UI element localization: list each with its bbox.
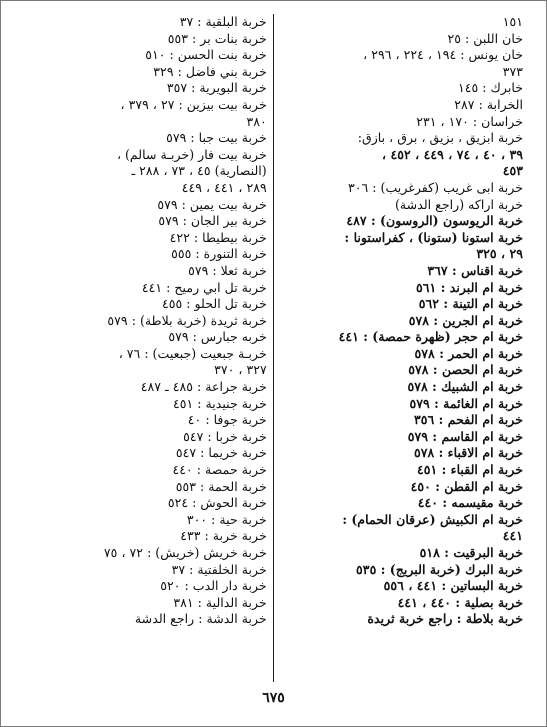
right-index-column xyxy=(274,14,531,682)
index-entry: خراسان : ١٧٠ ، ٢٣١ xyxy=(416,113,523,129)
index-entry: خربة تل ابي رميح : ٤٤١ xyxy=(141,279,267,295)
index-entry: خربة بيطيطا : ٤٢٢ xyxy=(169,229,267,245)
index-entry: خربة بيت بيزين : ٢٧ ، ٣٧٩ ، xyxy=(120,96,267,112)
index-entry: خربة الدالية : ٣٨١ xyxy=(173,594,267,610)
index-entry: خربـة جبعيت (جبعيت) : ٧٦ ، xyxy=(118,345,267,361)
index-entry: خربة ام البرند : ٥٦١ xyxy=(416,279,523,295)
index-entry: خربة الريوسون (الروسون) : ٤٨٧ xyxy=(346,213,523,229)
index-entry: خربة ام القاسم : ٥٧٩ xyxy=(407,428,523,444)
index-entry: خربة البساتين : ٤٤١ ، ٥٥٦ xyxy=(383,578,523,594)
index-entry: ٢٩ ، ٣٢٥ xyxy=(476,246,523,262)
index-entry: خربة بيت فار (خربـة سالم) ، xyxy=(116,146,267,162)
index-entry: خربة خريش (خريش) : ٧٢ ، ٧٥ xyxy=(103,545,267,560)
index-entry: ٣٧٣ xyxy=(502,63,523,79)
index-entry: خربة ابزيق ، بزيق ، برق ، بازق: xyxy=(357,130,523,146)
index-entry: خربة تل الحلو : ٤٥٥ xyxy=(162,296,267,312)
index-entry: خربة اقناس : ٣٦٧ xyxy=(427,262,523,278)
index-entry: خربة خربة : ٤٣٣ xyxy=(180,528,267,544)
index-entry: خربة البرك (خربة البريج) : ٥٣٥ xyxy=(356,561,523,577)
index-entry: خربة ام الحصن : ٥٧٨ xyxy=(408,362,523,378)
index-entry: خان يونس : ١٩٤ ، ٢٢٤ ، ٢٩٦ ، xyxy=(363,47,523,63)
index-entry: خربة ام الشبيك : ٥٧٨ xyxy=(407,379,523,395)
index-entry: خربة البرقيت : ٥١٨ xyxy=(419,545,523,560)
index-entry: خربة دار الدب : ٥٢٠ xyxy=(160,578,267,594)
index-entry: خربة جراعة : ٤٨٥ ـ ٤٨٧ xyxy=(140,379,267,395)
index-entry: خربة بيت يمين : ٥٧٩ xyxy=(157,196,267,212)
index-entry: خربة الخلفتية : ٣٧ xyxy=(171,561,267,577)
index-entry: خربة التنورة : ٥٥٥ xyxy=(171,246,267,262)
index-entry: خربة حية : ٣٠٠ xyxy=(186,511,267,527)
index-entry: خربة ثريدة (خربة بلاطة) : ٥٧٩ xyxy=(107,312,267,328)
index-entry: ٣٨٠ xyxy=(246,113,267,129)
index-columns xyxy=(16,14,531,682)
index-entry: خربة بني فاضل : ٣٢٩ xyxy=(153,63,267,79)
index-entry: الخرابة : ٢٨٧ xyxy=(454,96,523,112)
index-entry: خربة ابى غريب (كفرغريب) : ٣٠٦ xyxy=(347,179,523,195)
index-entry: خربة استونا (ستونا) ، كفراستونا : xyxy=(344,229,523,245)
index-entry: خربة ام الغائمة : ٥٧٩ xyxy=(409,395,523,411)
index-entry: خربة بنات بر : ٥٥٣ xyxy=(167,30,267,46)
index-entry: ٤٤١ xyxy=(502,528,523,544)
book-page xyxy=(2,2,545,725)
index-entry: خربة الحوش : ٥٢٤ xyxy=(167,495,267,511)
index-entry: خربة ام التينة : ٥٦٢ xyxy=(418,296,523,312)
index-entry: خربة بلاطة : راجع خربة ثريدة xyxy=(367,611,523,627)
index-entry: خربة حمصة : ٤٤٠ xyxy=(172,462,267,478)
index-entry: خربة اراكه (راجع الدشة) xyxy=(395,196,523,212)
index-entry: خربة جنيدية : ٤٥١ xyxy=(172,395,267,411)
index-entry: ٣٩ ، ٤٠ ، ٧٤ ، ٤٤٩ ، ٤٥٢ ، xyxy=(381,146,523,162)
index-entry: خربة خربا : ٥٤٧ xyxy=(183,428,267,444)
index-entry: خربة ثعلا : ٥٧٩ xyxy=(188,262,267,278)
index-entry: خربة ام الجرين : ٥٧٨ xyxy=(408,312,523,328)
index-entry: خربة ام القطن : ٤٥٠ xyxy=(410,478,523,494)
index-entry: ٤٥٣ xyxy=(502,163,523,179)
index-entry: خربة بصلية : ٤٤٠ ، ٤٤١ xyxy=(397,594,523,610)
index-entry: ١٥١ xyxy=(502,14,523,29)
index-entry: خربة ام القباء : ٤٥١ xyxy=(416,462,523,478)
index-entry: خابرك : ١٤٥ xyxy=(457,80,523,96)
index-entry: خربة بير الجان : ٥٧٩ xyxy=(158,213,267,229)
index-entry: خربة ام الحمر : ٥٧٨ xyxy=(414,345,523,361)
index-entry: خربة بيت جبا : ٥٧٩ xyxy=(166,130,267,146)
index-entry: خان اللبن : ٢٥ xyxy=(447,30,523,46)
index-entry: خربة جوفا : ٤٠ xyxy=(187,412,267,428)
index-entry: خربة ام الكبيش (عرقان الحمام) : xyxy=(342,511,523,527)
index-entry: ٣٢٧ ، ٣٧٠ xyxy=(214,362,267,378)
index-entry: خربه جبارس : ٥٧٩ xyxy=(168,329,267,345)
index-entry: خربة البويرية : ٣٥٧ xyxy=(166,80,267,96)
index-entry: خربة ام حجر (ظهرة حمصة) : ٤٤١ xyxy=(338,329,523,345)
index-entry: ٢٨٩ ، ٤٤١ ، ٤٤٩ xyxy=(181,179,267,195)
index-entry: (النصارية) ٤٥ ، ٧٣ ، ٢٨٨ ـ xyxy=(131,163,267,179)
index-entry: خربة ام الاقباء : ٥٧٨ xyxy=(413,445,523,461)
index-entry: خربة خريما : ٥٤٧ xyxy=(175,445,267,461)
index-entry: خربة بنت الحسن : ٥١٠ xyxy=(145,47,267,63)
page-number: ٦٧٥ xyxy=(262,690,285,706)
index-entry: خربة مقيسمه : ٤٤٠ xyxy=(417,495,523,511)
index-entry: خربة الحمة : ٥٥٣ xyxy=(175,478,267,494)
index-entry: خربة ام الفحم : ٣٥٦ xyxy=(414,412,523,428)
index-entry: خربة البلقية : ٣٧ xyxy=(179,14,267,29)
left-index-column xyxy=(16,14,273,682)
index-entry: خربة الدشة : راجع الدشة xyxy=(134,611,267,627)
